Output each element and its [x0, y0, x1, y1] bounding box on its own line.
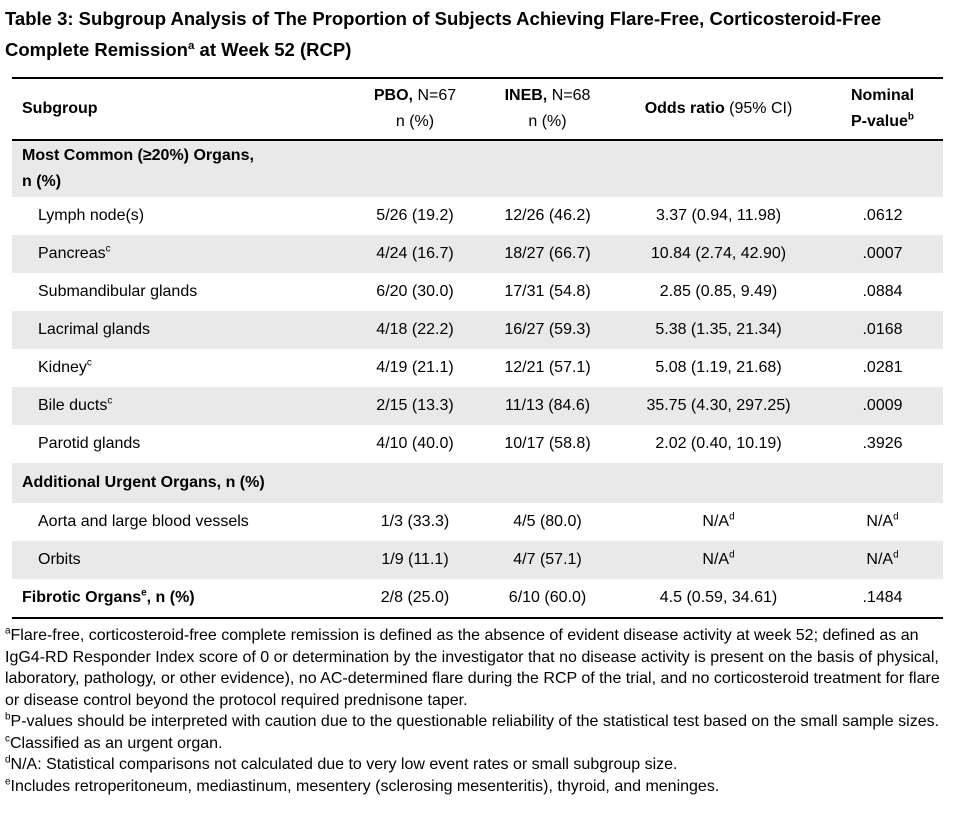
- footnote-marker: d: [893, 549, 899, 561]
- header-pbo-line1: PBO, N=67: [373, 87, 457, 104]
- subgroup-analysis-table: [12, 77, 943, 619]
- pbo-cell: 6/20 (30.0): [376, 283, 454, 300]
- title-text: Table 3: Subgroup Analysis of The Proportion of Subjects Achieving Flare-Free, Corticosteroid-Free Complete Remission: [5, 8, 882, 60]
- subgroup-cell: [12, 542, 350, 578]
- pbo-cell: 1/9 (11.1): [381, 551, 449, 568]
- ineb-cell: 17/31 (54.8): [504, 283, 591, 300]
- odds-ratio-cell: $N/A^d$: [702, 549, 735, 568]
- footnote-marker: b: [5, 711, 11, 723]
- pvalue-cell: .0007: [862, 245, 903, 262]
- subgroup-cell: [12, 388, 350, 424]
- ineb-cell: 12/21 (57.1): [504, 359, 591, 376]
- subgroup-cell: [12, 580, 350, 616]
- table-row: [12, 273, 943, 311]
- footnote-c: $^c$Classified as an urgent organ.: [5, 733, 223, 752]
- pvalue-cell: .3926: [862, 435, 903, 452]
- footnote-marker: d: [729, 549, 735, 561]
- odds-ratio-cell: [615, 164, 822, 174]
- table-header: [12, 79, 943, 141]
- ineb-cell: 10/17 (58.8): [504, 435, 591, 452]
- subgroup-label: Aorta and large blood vessels: [38, 513, 249, 530]
- ineb-cell: 6/10 (60.0): [508, 589, 587, 606]
- title-text-suffix: at Week 52 (RCP): [194, 39, 352, 60]
- footnote-marker: c: [86, 357, 92, 369]
- footnote-marker: c: [5, 733, 10, 745]
- subgroup-label: Parotid glands: [38, 435, 141, 452]
- footnote-marker: c: [105, 243, 111, 255]
- odds-ratio-cell: 2.85 (0.85, 9.49): [659, 283, 778, 300]
- footnote-marker: d: [729, 511, 735, 523]
- subgroup-label: Kidney$^c$: [38, 357, 92, 376]
- footnote-marker: d: [893, 511, 899, 523]
- odds-ratio-cell: 4.5 (0.59, 34.61): [659, 589, 778, 606]
- table-row: [12, 579, 943, 617]
- odds-ratio-cell: 2.02 (0.40, 10.19): [655, 435, 782, 452]
- pvalue-cell: .0168: [862, 321, 903, 338]
- subgroup-label: Submandibular glands: [38, 283, 198, 300]
- pbo-cell: [350, 164, 480, 174]
- table-row: [12, 463, 943, 503]
- header-ineb: [480, 83, 615, 135]
- footnotes: [5, 625, 949, 797]
- subgroup-cell: [12, 468, 350, 498]
- ineb-cell: [480, 164, 615, 174]
- subgroup-label-line2: n (%): [22, 173, 62, 190]
- pvalue-cell: .0612: [862, 207, 903, 224]
- subgroup-cell: [12, 198, 350, 234]
- ineb-cell: 4/5 (80.0): [513, 513, 582, 530]
- title-footnote-marker: a: [188, 39, 195, 52]
- ineb-cell: 11/13 (84.6): [504, 397, 591, 414]
- subgroup-cell: [12, 312, 350, 348]
- header-pbo: [350, 83, 480, 135]
- footnote-d: $^d$N/A: Statistical comparisons not calculated due to very low event rates or small subgroup size.: [5, 754, 678, 773]
- table-row: [12, 141, 943, 197]
- footnote-e: $^e$Includes retroperitoneum, mediastinum, mesentery (sclerosing mesenteritis), thyroid, and meninges.: [5, 776, 720, 795]
- odds-ratio-cell: 10.84 (2.74, 42.90): [650, 245, 787, 262]
- header-pbo-line2: n (%): [395, 113, 435, 130]
- ineb-cell: [480, 478, 615, 488]
- table-row: [12, 235, 943, 273]
- header-pvalue: [822, 83, 943, 135]
- pbo-cell: 4/18 (22.2): [376, 321, 454, 338]
- subgroup-cell: [12, 236, 350, 272]
- subgroup-label: Pancreas$^c$: [38, 243, 111, 262]
- pvalue-cell: $N/A^d$: [866, 549, 899, 568]
- subgroup-label: Bile ducts$^c$: [38, 395, 113, 414]
- odds-ratio-cell: 3.37 (0.94, 11.98): [655, 207, 782, 224]
- subgroup-cell: [12, 141, 350, 197]
- odds-ratio-cell: [615, 478, 822, 488]
- footnote-a: $^a$Flare-free, corticosteroid-free complete remission is defined as the absence of evident disease activity at week 52; defined as an IgG4-RD Responder Index score of 0 or determination by the investigator that no disease activity is present on the basis of physical, laboratory, pathology, or other evidence), no AC-determined flare during the RCP of the trial, and no corticosteroid treatment for flare or disease control beyond the protocol required prednisone taper.: [5, 625, 940, 709]
- pbo-cell: 5/26 (19.2): [376, 207, 454, 224]
- pvalue-cell: .0884: [862, 283, 903, 300]
- pvalue-cell: .0009: [862, 397, 903, 414]
- pbo-cell: 2/8 (25.0): [380, 589, 450, 606]
- pvalue-cell: .1484: [862, 589, 903, 606]
- header-pvalue-line1: Nominal: [850, 87, 915, 104]
- table-row: [12, 425, 943, 463]
- odds-ratio-cell: 35.75 (4.30, 297.25): [646, 397, 791, 414]
- pvalue-cell: .0281: [862, 359, 903, 376]
- pvalue-cell: [822, 164, 943, 174]
- odds-ratio-cell: 5.38 (1.35, 21.34): [655, 321, 782, 338]
- footnote-marker: e: [5, 776, 11, 788]
- table-row: [12, 503, 943, 541]
- subgroup-label: Fibrotic Organs$^e$, n (%): [22, 587, 195, 606]
- ineb-cell: 12/26 (46.2): [504, 207, 591, 224]
- table-row: [12, 311, 943, 349]
- pbo-cell: [350, 478, 480, 488]
- header-odds-ratio: Odds ratio (95% CI): [644, 100, 793, 117]
- table-row: [12, 541, 943, 579]
- footnote-b: $^b$P-values should be interpreted with caution due to the questionable reliability of the statistical test based on the small sample sizes.: [5, 711, 940, 730]
- footnote-marker: a: [5, 625, 11, 637]
- footnote-marker: d: [5, 754, 11, 766]
- pbo-cell: 4/24 (16.7): [376, 245, 454, 262]
- pvalue-footnote-marker: b: [907, 111, 914, 123]
- pvalue-cell: $N/A^d$: [866, 511, 899, 530]
- table-row: [12, 349, 943, 387]
- ineb-cell: 18/27 (66.7): [504, 245, 591, 262]
- subgroup-label: Lymph node(s): [38, 207, 145, 224]
- pbo-cell: 1/3 (33.3): [380, 513, 450, 530]
- subgroup-cell: [12, 274, 350, 310]
- header-subgroup: Subgroup: [22, 100, 98, 117]
- subgroup-cell: [12, 504, 350, 540]
- ineb-cell: 4/7 (57.1): [513, 551, 582, 568]
- pbo-cell: 4/19 (21.1): [376, 359, 454, 376]
- table-row: [12, 387, 943, 425]
- footnote-marker: e: [141, 587, 147, 599]
- footnote-marker: c: [107, 395, 113, 407]
- table-row: [12, 197, 943, 235]
- odds-ratio-cell: 5.08 (1.19, 21.68): [655, 359, 782, 376]
- pbo-cell: 4/10 (40.0): [376, 435, 454, 452]
- subgroup-label: Orbits: [38, 551, 81, 568]
- ineb-cell: 16/27 (59.3): [504, 321, 591, 338]
- subgroup-label: Most Common (≥20%) Organs,: [22, 147, 254, 164]
- page-title: [5, 3, 947, 65]
- subgroup-label: Additional Urgent Organs, n (%): [22, 474, 265, 491]
- header-ineb-line2: n (%): [528, 113, 567, 130]
- odds-ratio-cell: $N/A^d$: [702, 511, 735, 530]
- header-pvalue-line2: P-value$^b$: [851, 111, 914, 130]
- subgroup-cell: [12, 426, 350, 462]
- pbo-cell: 2/15 (13.3): [376, 397, 454, 414]
- header-ineb-line1: INEB, N=68: [504, 87, 591, 104]
- subgroup-label: Lacrimal glands: [38, 321, 151, 338]
- pvalue-cell: [822, 478, 943, 488]
- subgroup-cell: [12, 350, 350, 386]
- table-body: [12, 141, 943, 617]
